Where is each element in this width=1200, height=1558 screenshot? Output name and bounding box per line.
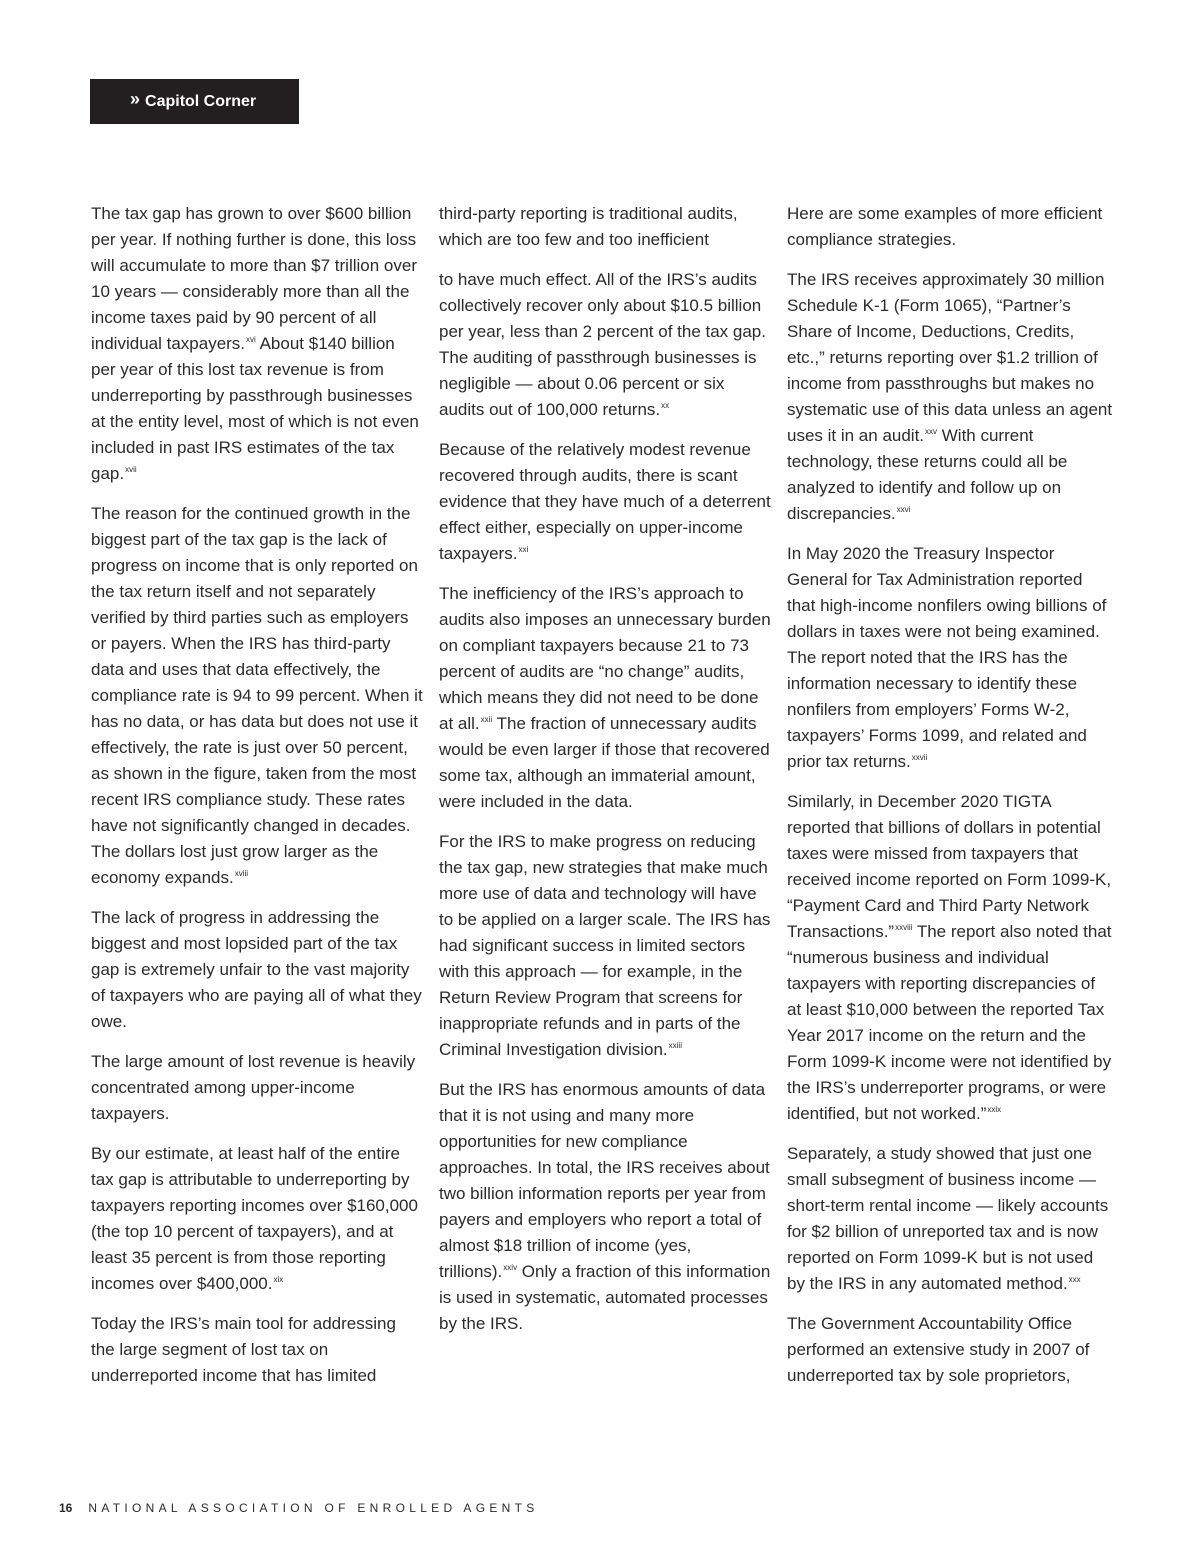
publication-name: NATIONAL ASSOCIATION OF ENROLLED AGENTS [88,1501,539,1515]
paragraph-text: The Government Accountability Office performed an extensive study in 2007 of underreported tax by sole proprietors, [787,1314,1090,1385]
paragraph-text: About $140 billion per year of this lost tax revenue is from underreporting by passthrough businesses at the entity level, most of which is not even included in past IRS estimates of the tax gap. [91,334,419,483]
footnote-ref: xx [661,401,670,410]
paragraph [439,829,771,1063]
paragraph-text: The reason for the continued growth in the biggest part of the tax gap is the lack of progress on income that is only reported on the tax return itself and not separately verified by third parties such as employers or payers. When the IRS has third-party data and uses that data effectively, the compliance rate is 94 to 99 percent. When it has no data, or has data but does not use it effectively, the rate is just over 50 percent, as shown in the figure, taken from the most recent IRS compliance study. These rates have not significantly changed in decades. The dollars lost just grow larger as the economy expands. [91,504,423,887]
paragraph-text: Separately, a study showed that just one small subsegment of business income — short-term rental income — likely accounts for $2 billion of unreported tax and is now reported on Form 1099-K but is not used by the IRS in any automated method. [787,1144,1109,1293]
paragraph [439,581,771,815]
paragraph [787,1141,1113,1297]
paragraph-text: The large amount of lost revenue is heavily concentrated among upper-income taxpayers. [91,1052,416,1123]
paragraph [91,501,423,891]
footnote-ref: xxix [987,1105,1002,1114]
footnote-ref: xxv [925,427,938,436]
paragraph [91,905,423,1035]
paragraph-text: For the IRS to make progress on reducing the tax gap, new strategies that make much more use of data and technology will have to be applied on a larger scale. The IRS has had significant success in limited sectors with this approach — for example, in the Return Review Program that screens for inappropriate refunds and in parts of the Criminal Investigation division. [439,832,771,1059]
section-title: Capitol Corner [145,92,257,110]
paragraph-text: third-party reporting is traditional audits, which are too few and too inefficient [439,204,738,249]
paragraph-text: The IRS receives approximately 30 million Schedule K-1 (Form 1065), “Partner’s Share of Income, Deductions, Credits, etc.,” returns reporting over $1.2 trillion of income from passthroughs but makes no systematic use of this data unless an agent uses it in an audit. [787,270,1113,445]
paragraph-text: Because of the relatively modest revenue recovered through audits, there is scant evidence that they have much of a deterrent effect either, especially on upper-income taxpayers. [439,440,771,563]
paragraph-text: Here are some examples of more efficient compliance strategies. [787,204,1103,249]
paragraph-text: The tax gap has grown to over $600 billion per year. If nothing further is done, this loss will accumulate to more than $7 trillion over 10 years — considerably more than all the income taxes paid by 90 percent of all individual taxpayers. [91,204,417,353]
paragraph-text: Today the IRS’s main tool for addressing the large segment of lost tax on underreported income that has limited [91,1314,396,1385]
paragraph-text: Only a fraction of this information is used in systematic, automated processes by the IRS. [439,1262,771,1333]
paragraph-text: By our estimate, at least half of the entire tax gap is attributable to underreporting by taxpayers reporting incomes over $160,000 (the top 10 percent of taxpayers), and at least 35 percent is from those reporting incomes over $400,000. [91,1144,418,1293]
paragraph-text: In May 2020 the Treasury Inspector General for Tax Administration reported that high-income nonfilers owing billions of dollars in taxes were not being examined. The report noted that the IRS has the information necessary to identify these nonfilers from employers’ Forms W-2, taxpayers’ Forms 1099, and related and prior tax returns. [787,544,1107,771]
paragraph [439,1077,771,1337]
footnote-ref: xix [273,1275,284,1284]
paragraph-text: The fraction of unnecessary audits would be even larger if those that recovered some tax, although an immaterial amount, were included in the data. [439,714,770,811]
footnote-ref: xxvii [911,753,928,762]
paragraph-text: Similarly, in December 2020 TIGTA reported that billions of dollars in potential taxes were missed from taxpayers that received income reported on Form 1099-K, “Payment Card and Third Party Network Transactions.” [787,792,1112,941]
paragraph [787,1311,1113,1389]
footnote-ref: xxi [518,545,529,554]
article-column-3 [787,201,1113,1403]
paragraph [91,1049,423,1127]
paragraph [91,1141,423,1297]
section-header-tab [90,79,299,124]
footnote-ref: xxiii [668,1041,682,1050]
footnote-ref: xvi [246,335,256,344]
footnote-ref: xxiv [503,1263,518,1272]
footnote-ref: xxii [480,715,493,724]
paragraph [91,1311,423,1389]
footnote-ref: xxvi [896,505,911,514]
footnote-ref: xxviii [895,923,913,932]
page-footer [59,1501,539,1515]
footnote-ref: xvii [125,465,137,474]
paragraph [91,201,423,487]
paragraph-text: The lack of progress in addressing the biggest and most lopsided part of the tax gap is extremely unfair to the vast majority of taxpayers who are paying all of what they owe. [91,908,422,1031]
paragraph [787,789,1113,1127]
paragraph [787,541,1113,775]
paragraph [787,267,1113,527]
paragraph-text: But the IRS has enormous amounts of data that it is not using and many more opportunities for new compliance approaches. In total, the IRS receives about two billion information reports per year from payers and employers who report a total of almost $18 trillion of income (yes, trillions). [439,1080,770,1281]
paragraph-text: The inefficiency of the IRS’s approach to audits also imposes an unnecessary burden on compliant taxpayers because 21 to 73 percent of audits are “no change” audits, which means they did not need to be done at all. [439,584,771,733]
footnote-ref: xxx [1068,1275,1081,1284]
paragraph [439,437,771,567]
paragraph-text: With current technology, these returns could all be analyzed to identify and follow up on discrepancies. [787,426,1068,523]
article-column-1 [91,201,423,1403]
footnote-ref: xviii [234,869,249,878]
page-number: 16 [59,1501,73,1515]
paragraph [787,201,1113,253]
paragraph-text: to have much effect. All of the IRS’s audits collectively recover only about $10.5 billion per year, less than 2 percent of the tax gap. The auditing of passthrough businesses is negligible — about 0.06 percent or six audits out of 100,000 returns. [439,270,766,419]
chevron-right-icon: » [130,89,141,109]
paragraph-text: The report also noted that “numerous business and individual taxpayers with reporting discrepancies of at least $10,000 between the reported Tax Year 2017 income on the return and the Form 1099-K income were not identified by the IRS’s underreporter programs, or were identified, but not worked.” [787,922,1112,1123]
paragraph [439,201,771,253]
article-column-2 [439,201,771,1351]
paragraph [439,267,771,423]
